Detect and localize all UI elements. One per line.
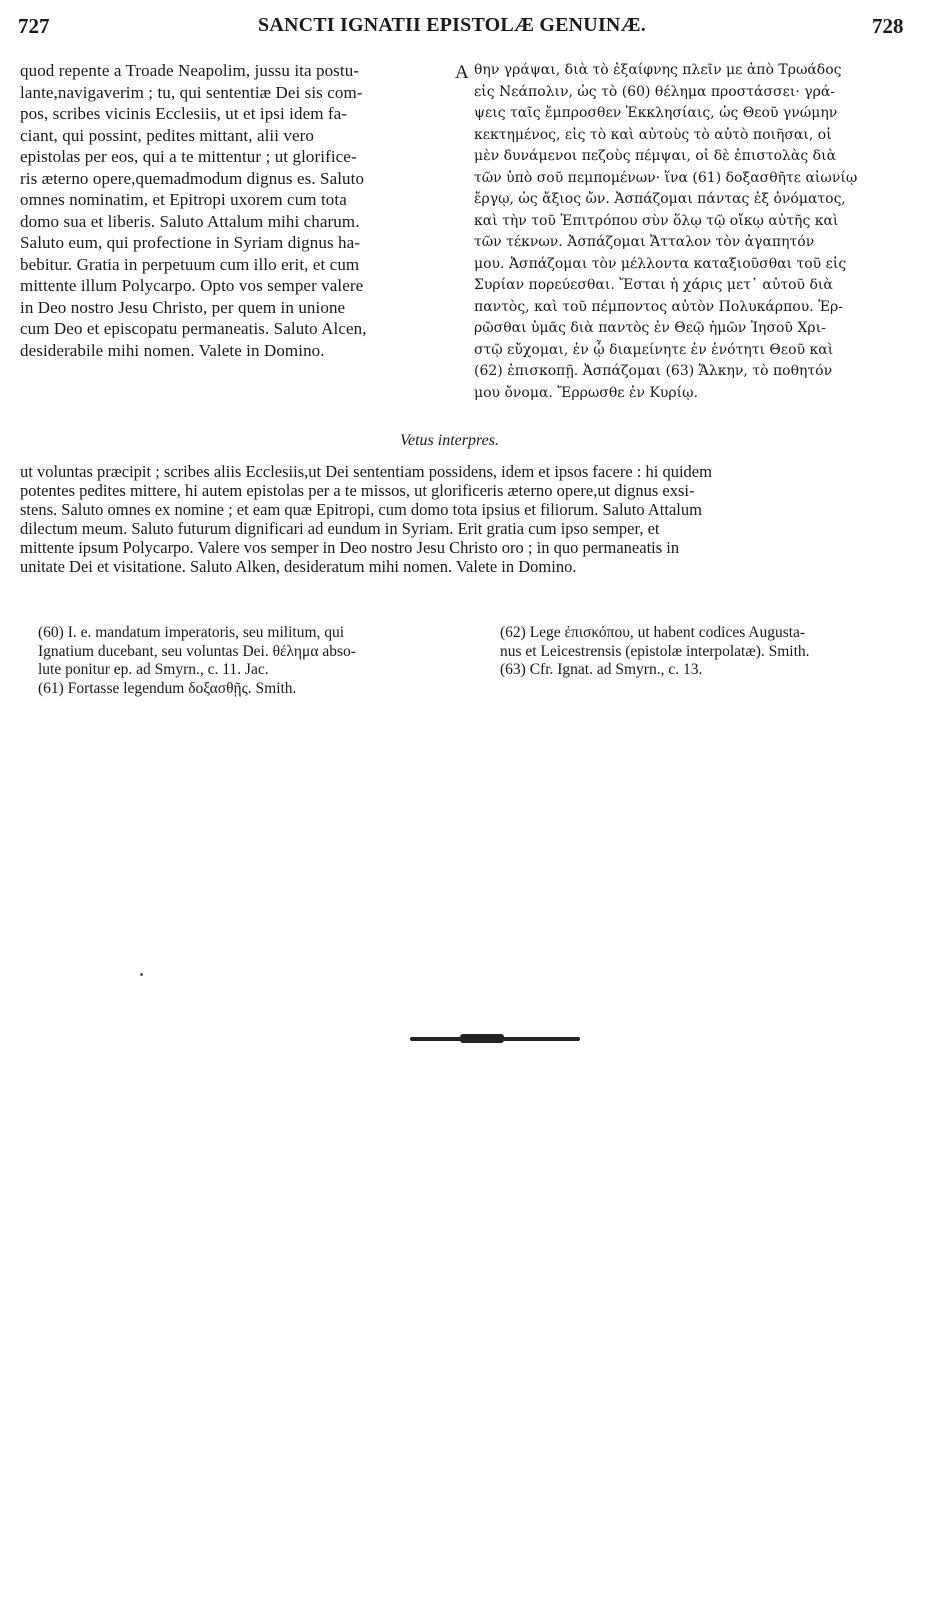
latin-line: ciant, qui possint, pedites mittant, alii vero [20,125,315,145]
greek-line: εἰς Νεάπολιν, ὡς τὸ (60) θέλημα προστάσσει· γρά- [474,83,836,100]
latin-line: domo sua et liberis. Saluto Attalum mihi charum. [20,211,360,231]
footnote-line: (61) Fortasse legendum δοξασθῇς. Smith. [38,679,297,697]
margin-section-letter: A [455,62,469,83]
latin-line: bebitur. Gratia in perpetuum cum illo erit, et cum [20,254,360,274]
latin-line: Saluto eum, qui profectione in Syriam dignus ha- [20,233,361,252]
greek-line: ρῶσθαι ὑμᾶς διὰ παντὸς ἐν Θεῷ ἡμῶν Ἰησοῦ Χρι- [474,320,826,336]
footnote-line: Ignatium ducebant, seu voluntas Dei. θέλημα abso- [38,642,356,660]
greek-line: τῶν ὑπὸ σοῦ πεμπομένων· ἵνα (61) δοξασθῆτε αἰωνίῳ [474,169,858,186]
latin-line: desiderabile mihi nomen. Valete in Domino. [20,340,325,360]
stray-mark [140,973,143,976]
greek-line: ψεις ταῖς ἔμπροσθεν Ἐκκλησίαις, ὡς Θεοῦ γνώμην [474,105,838,121]
latin-line: mittente illum Polycarpo. Opto vos semper valere [20,276,364,295]
page-number-left: 727 [18,14,50,38]
latin-column [20,60,452,361]
running-header-title: SANCTI IGNATII EPISTOLÆ GENUINÆ. [258,14,646,36]
latin-line: epistolas per eos, qui a te mittentur ; ut glorifice- [20,147,357,166]
interpres-line: stens. Saluto omnes ex nomine ; et eam quæ Epitropi, cum domo tota ipsius et filiorum. Saluto Attalum [20,500,702,519]
greek-column [474,60,916,404]
interpres-line: potentes pedites mittere, hi autem epistolas per a te missos, ut glorificeris æterno opere,ut dignus exsi- [20,481,695,500]
greek-line: (62) ἐπισκοπῇ. Ἀσπάζομαι (63) Ἄλκην, τὸ ποθητόν [474,363,833,379]
interpres-line: unitate Dei et visitatione. Saluto Alken, desideratum mihi nomen. Valete in Domino. [20,557,577,576]
greek-line: θην γράψαι, διὰ τὸ ἐξαίφνης πλεῖν με ἀπὸ Τρωάδος [474,62,842,78]
old-translation-block [20,462,940,576]
latin-line: pos, scribes vicinis Ecclesiis, ut et ipsi idem fa- [20,104,348,123]
greek-line: τῶν τέκνων. Ἀσπάζομαι Ἄτταλον τὸν ἀγαπητόν [474,234,815,250]
footnote-line: (63) Cfr. Ignat. ad Smyrn., c. 13. [500,661,703,678]
vetus-interpres-heading: Vetus interpres. [400,432,499,449]
latin-line: cum Deo et episcopatu permaneatis. Saluto Alcen, [20,319,367,338]
greek-line: μου. Ἀσπάζομαι τὸν μέλλοντα καταξιοῦσθαι τοῦ εἰς [474,255,847,272]
greek-line: καὶ τὴν τοῦ Ἐπιτρόπου σὺν ὅλῳ τῷ οἴκῳ αὐτῆς καὶ [474,212,839,229]
greek-line: μου ὄνομα. Ἔρρωσθε ἐν Κυρίῳ. [474,384,699,401]
greek-line: κεκτημένος, εἰς τὸ καὶ αὐτοὺς τὸ αὐτὸ ποιῆσαι, οἱ [474,126,832,143]
greek-line: μὲν δυνάμενοι πεζοὺς πέμψαι, οἱ δὲ ἐπιστολὰς διὰ [474,148,837,164]
footnote-line: lute ponitur ep. ad Smyrn., c. 11. Jac. [38,661,269,678]
greek-line: Συρίαν πορεύεσθαι. Ἔσται ἡ χάρις μετ᾽ αὐτοῦ διὰ [474,277,833,293]
latin-line: in Deo nostro Jesu Christo, per quem in unione [20,297,346,317]
page-number-right: 728 [872,14,904,38]
greek-line: ἔργῳ, ὡς ἄξιος ὤν. Ἀσπάζομαι πάντας ἐξ ὀνόματος, [474,191,846,207]
latin-line: omnes nominatim, et Epitropi uxorem cum tota [20,190,347,209]
latin-line: lante,navigaverim ; tu, qui sententiæ Dei sis com- [20,82,363,102]
footnote-line: (60) I. e. mandatum imperatoris, seu militum, qui [38,624,345,641]
footnote-line: (62) Lege ἐπισκόπου, ut habent codices Augusta- [500,624,806,641]
latin-line: quod repente a Troade Neapolim, jussu ita postu- [20,61,360,80]
footnotes-left [38,624,356,698]
footnotes-right [500,624,810,680]
latin-line: ris æterno opere,quemadmodum dignus es. Saluto [20,168,365,188]
interpres-line: ut voluntas præcipit ; scribes aliis Ecclesiis,ut Dei sententiam possidens, idem et ipsos facere : hi quidem [20,462,712,481]
greek-line: παντὸς, καὶ τοῦ πέμποντος αὐτὸν Πολυκάρπου. Ἐρ- [474,298,844,315]
ornamental-rule [410,1037,580,1041]
interpres-line: mittente ipsum Polycarpo. Valere vos semper in Deo nostro Jesu Christo oro ; in quo permaneatis in [20,538,680,557]
greek-line: στῷ εὔχομαι, ἐν ᾧ διαμείνητε ἐν ἑνότητι Θεοῦ καὶ [474,341,834,358]
footnote-line: nus et Leicestrensis (epistolæ interpolatæ). Smith. [500,642,810,660]
interpres-line: dilectum meum. Saluto futurum dignificari ad eundum in Syriam. Erit gratia cum ipso semper, et [20,519,660,538]
